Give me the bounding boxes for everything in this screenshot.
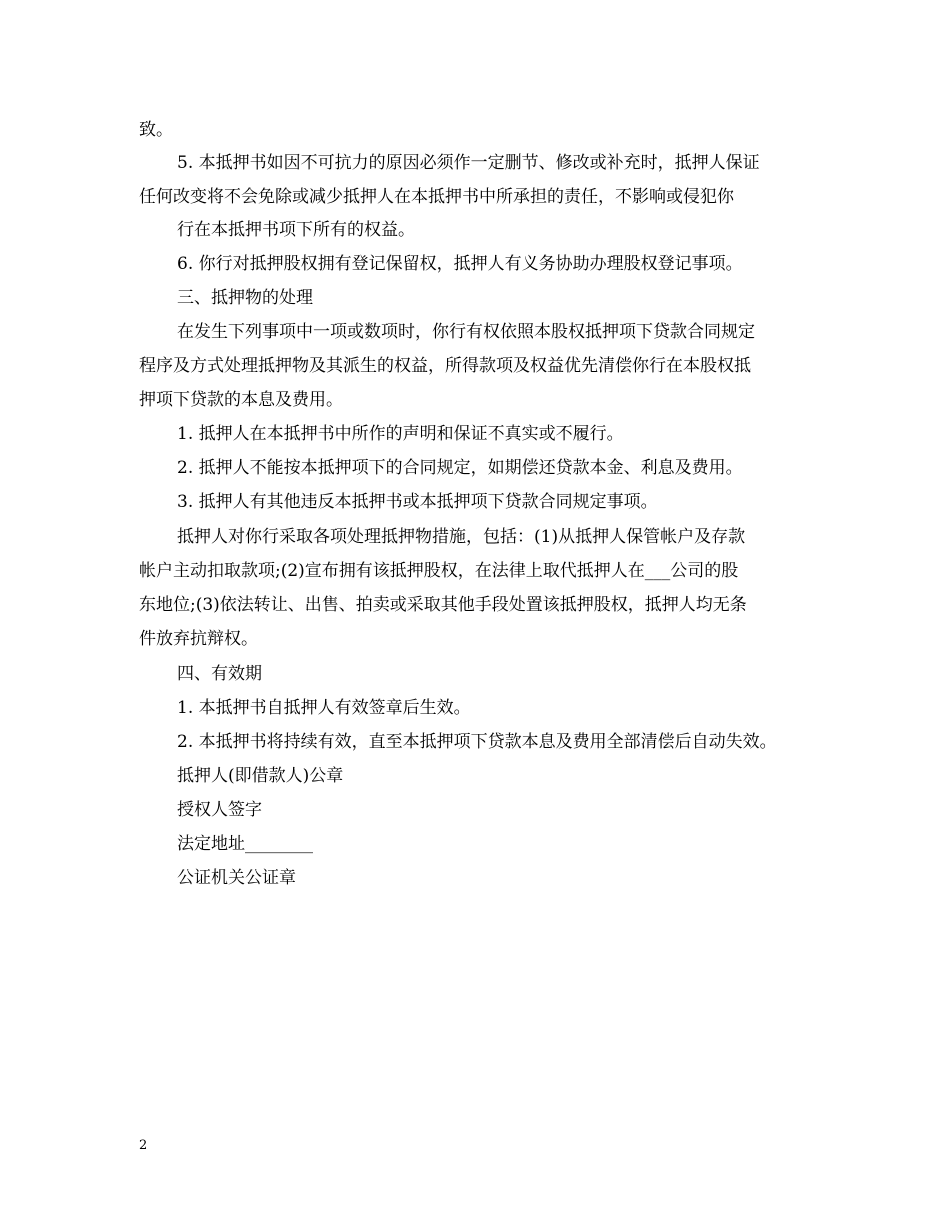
paragraph-line: 在发生下列事项中一项或数项时，你行有权依照本股权抵押项下贷款合同规定 — [177, 322, 755, 342]
clause-6-line: 6. 你行对抵押股权拥有登记保留权，抵押人有义务协助办理股权登记事项。 — [177, 254, 743, 274]
section-heading-validity: 四、有效期 — [177, 664, 262, 684]
list-item: 2. 本抵押书将持续有效，直至本抵押项下贷款本息及费用全部清偿后自动失效。 — [177, 732, 777, 752]
paragraph-line: 押项下贷款的本息及费用。 — [139, 390, 343, 410]
section-heading-disposal: 三、抵押物的处理 — [177, 288, 313, 308]
notary-seal-label: 公证机关公证章 — [177, 868, 296, 888]
clause-5-line: 5. 本抵押书如因不可抗力的原因必须作一定删节、修改或补充时，抵押人保证 — [177, 153, 760, 173]
paragraph-line: 件放弃抗辩权。 — [139, 629, 258, 649]
signature-label: 授权人签字 — [177, 800, 262, 820]
list-item: 2. 抵押人不能按本抵押项下的合同规定，如期偿还贷款本金、利息及费用。 — [177, 458, 743, 478]
paragraph-line: 帐户主动扣取款项;(2)宣布拥有该抵押股权，在法律上取代抵押人在___公司的股 — [139, 561, 739, 581]
address-field: 法定地址________ — [177, 834, 313, 854]
paragraph-line: 程序及方式处理抵押物及其派生的权益，所得款项及权益优先清偿你行在本股权抵 — [139, 356, 751, 376]
list-item: 3. 抵押人有其他违反本抵押书或本抵押项下贷款合同规定事项。 — [177, 492, 658, 512]
clause-5-line: 任何改变将不会免除或减少抵押人在本抵押书中所承担的责任，不影响或侵犯你 — [139, 187, 734, 207]
paragraph-line: 致。 — [139, 120, 173, 140]
paragraph-line: 抵押人对你行采取各项处理抵押物措施，包括：(1)从抵押人保管帐户及存款 — [177, 527, 746, 547]
page-number: 2 — [139, 1138, 148, 1153]
list-item: 1. 抵押人在本抵押书中所作的声明和保证不真实或不履行。 — [177, 424, 624, 444]
list-item: 1. 本抵押书自抵押人有效签章后生效。 — [177, 698, 471, 718]
clause-5-line: 行在本抵押书项下所有的权益。 — [177, 220, 415, 240]
paragraph-line: 东地位;(3)依法转让、出售、拍卖或采取其他手段处置该抵押股权，抵押人均无条 — [139, 595, 747, 615]
signature-seal-label: 抵押人(即借款人)公章 — [177, 766, 344, 786]
